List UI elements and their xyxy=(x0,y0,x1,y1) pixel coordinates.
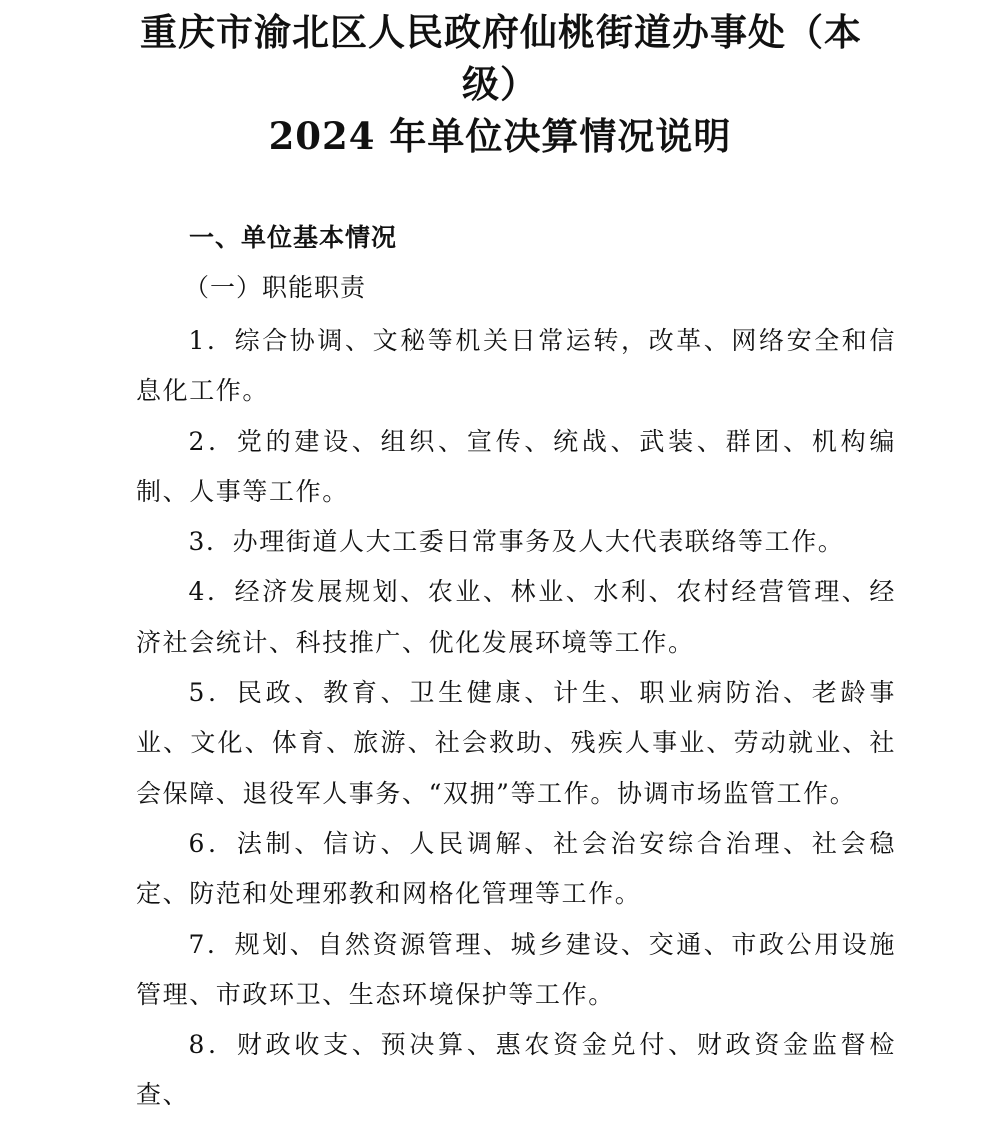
document-title xyxy=(140,6,860,162)
section-heading: 一、单位基本情况 xyxy=(189,223,398,252)
paragraph-6: 6．法制、信访、人民调解、社会治安综合治理、社会稳定、防范和处理邪教和网格化管理等工作。 xyxy=(136,828,896,909)
paragraph-4: 4．经济发展规划、农业、林业、水利、农村经营管理、经济社会统计、科技推广、优化发展环境等工作。 xyxy=(136,577,896,657)
title-line-2: 级） xyxy=(462,62,538,106)
title-line-3: 2024 年单位决算情况说明 xyxy=(268,114,732,158)
sub-heading: （一）职能职责 xyxy=(184,273,367,302)
paragraph-3: 3．办理街道人大工委日常事务及人大代表联络等工作。 xyxy=(188,527,845,557)
body-text xyxy=(136,316,896,1121)
paragraph-1: 1．综合协调、文秘等机关日常运转，改革、网络安全和信息化工作。 xyxy=(136,326,896,406)
paragraph-2: 2．党的建设、组织、宣传、统战、武装、群团、机构编制、人事等工作。 xyxy=(136,426,896,506)
paragraph-8: 8．财政收支、预决算、惠农资金兑付、财政资金监督检查、 xyxy=(136,1030,896,1110)
paragraph-5: 5．民政、教育、卫生健康、计生、职业病防治、老龄事业、文化、体育、旅游、社会救助、残疾人事业、劳动就业、社会保障、退役军人事务、“双拥”等工作。协调市场监管工作。 xyxy=(136,678,896,808)
title-line-1: 重庆市渝北区人民政府仙桃街道办事处（本 xyxy=(140,10,862,54)
paragraph-7: 7．规划、自然资源管理、城乡建设、交通、市政公用设施管理、市政环卫、生态环境保护等工作。 xyxy=(136,929,896,1009)
